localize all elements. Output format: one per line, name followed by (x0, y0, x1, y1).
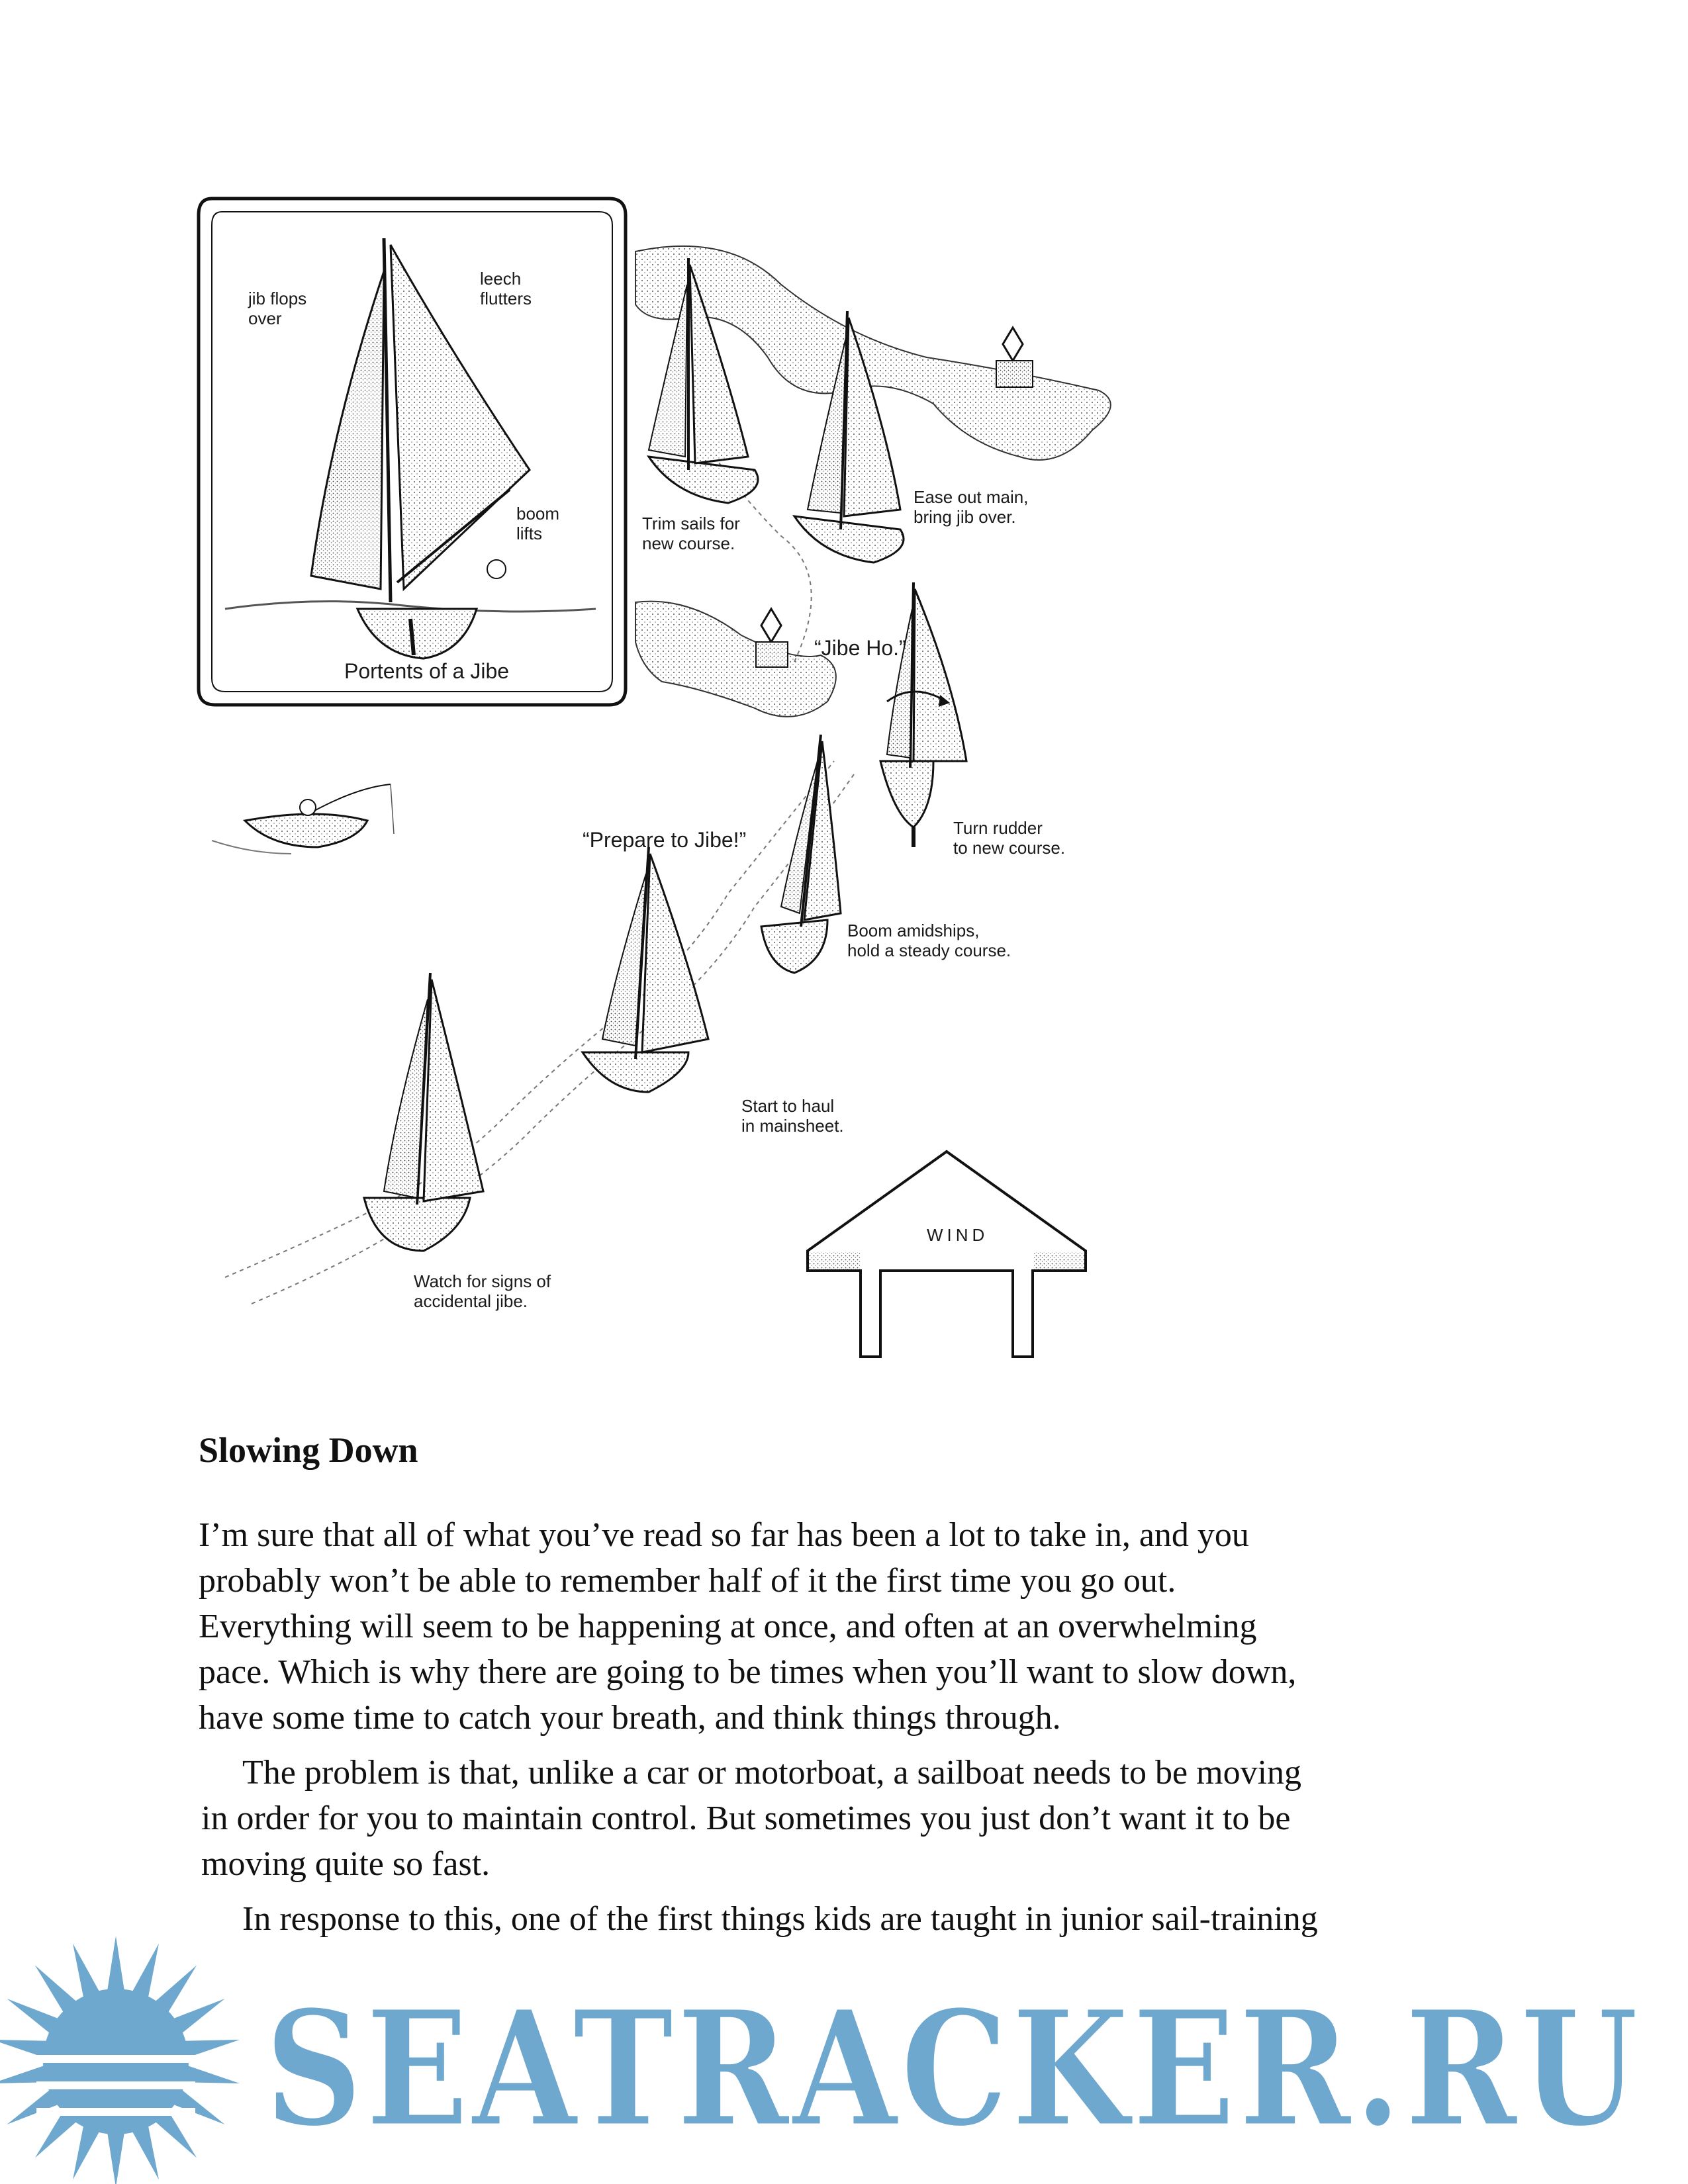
paragraph-1-line: Everything will seem to be happening at once, and often at an overwhelming (199, 1608, 1257, 1645)
label-leech-1: leech (480, 269, 522, 289)
paragraph-2-line: The problem is that, unlike a car or motorboat, a sailboat needs to be moving (242, 1754, 1302, 1792)
label-boom-mid-2: hold a steady course. (847, 940, 1011, 960)
paragraph-1-line: I’m sure that all of what you’ve read so far has been a lot to take in, and you (199, 1516, 1249, 1554)
label-turn-1: Turn rudder (953, 818, 1043, 838)
label-prepare: “Prepare to Jibe!” (583, 828, 747, 852)
jibe-diagram (185, 179, 1165, 1396)
sailboat-watch (364, 973, 551, 1311)
paragraph-1-line: probably won’t be able to remember half of it the first time you go out. (199, 1562, 1176, 1600)
inset-title: Portents of a Jibe (344, 659, 510, 683)
label-watch-2: accidental jibe. (414, 1291, 528, 1311)
label-ease-1: Ease out main, (914, 487, 1029, 507)
label-jib-flops-2: over (248, 308, 282, 328)
shoreline-lower (635, 602, 836, 717)
label-boom-mid-1: Boom amidships, (847, 921, 980, 940)
fishing-rowboat (212, 784, 394, 854)
jibe-illustration (185, 179, 1165, 1396)
paragraph-2-line: moving quite so fast. (201, 1845, 491, 1883)
wind-arrow (808, 1152, 1086, 1357)
sailboat-jibe-ho (814, 582, 1065, 858)
section-heading: Slowing Down (199, 1430, 418, 1470)
label-turn-2: to new course. (953, 838, 1066, 858)
label-haul-2: in mainsheet. (741, 1116, 844, 1136)
inset-frame (199, 199, 626, 705)
wind-label: WIND (927, 1225, 989, 1245)
label-jib-flops-1: jib flops (248, 289, 307, 308)
watermark-text: SEATRACKER.RU (265, 1976, 1642, 2162)
label-leech-2: flutters (480, 289, 532, 308)
label-haul-1: Start to haul (741, 1096, 835, 1116)
paragraph-1-line: pace. Which is why there are going to be times when you’ll want to slow down, (199, 1653, 1297, 1691)
label-trim-1: Trim sails for (642, 514, 740, 533)
paragraph-2-line: in order for you to maintain control. But sometimes you just don’t want it to be (201, 1799, 1291, 1837)
watermark-graphic (0, 1919, 1688, 2184)
paragraph-2 (199, 1750, 1496, 1887)
wake-trails (225, 457, 854, 1304)
label-jibe-ho: “Jibe Ho.” (814, 636, 906, 660)
label-trim-2: new course. (642, 533, 735, 553)
sun-icon (0, 1936, 242, 2184)
paragraph-1 (199, 1512, 1496, 1741)
label-ease-2: bring jib over. (914, 507, 1016, 527)
label-boom-1: boom (516, 504, 560, 523)
label-watch-1: Watch for signs of (414, 1271, 551, 1291)
body-text (199, 1512, 1496, 1951)
label-boom-2: lifts (516, 523, 542, 543)
watermark (0, 1919, 1688, 2184)
paragraph-1-line: have some time to catch your breath, and think things through. (199, 1699, 1061, 1737)
paragraph-3-line: In response to this, one of the first things kids are taught in junior sail-training (242, 1900, 1318, 1938)
